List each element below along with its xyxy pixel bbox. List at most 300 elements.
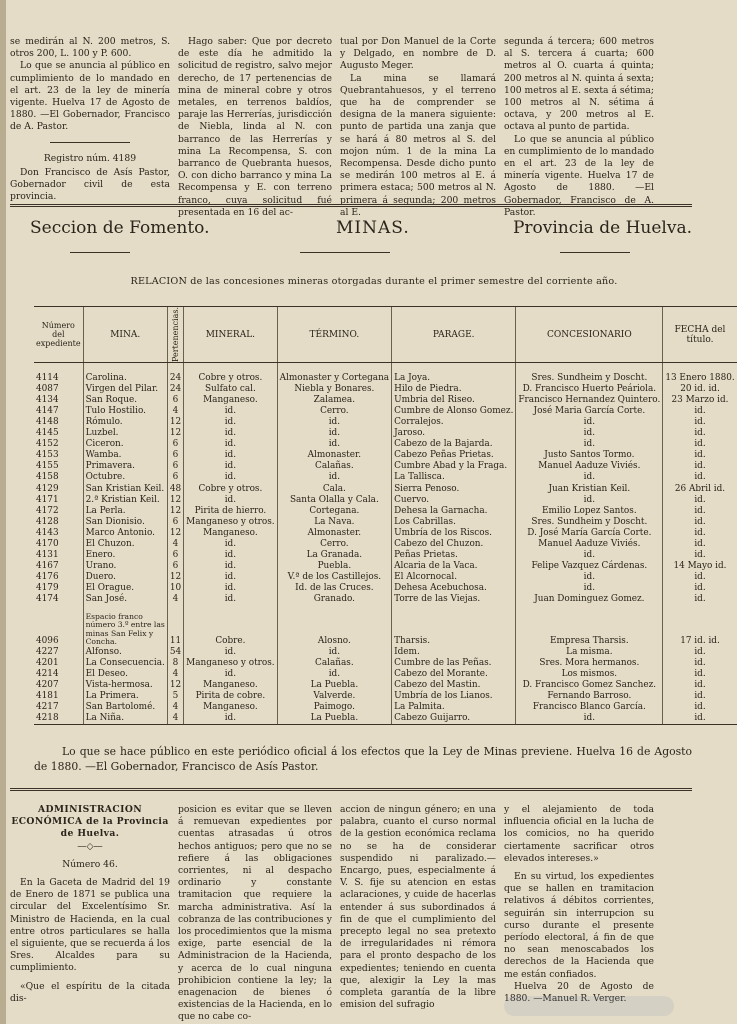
cell-pertenencias: 6 [167,395,183,406]
cell-expediente: 4131 [36,549,59,560]
cell-expediente: 4128 [36,516,59,527]
cell-pertenencias: 4 [167,594,183,605]
cell-termino: La Puebla. [277,713,391,725]
cell-mina: Virgen del Pilar. [83,384,167,395]
cell-termino: La Granada. [277,550,391,561]
cell-mina: La Consecuencia. [83,658,167,669]
table-row [34,658,737,669]
cell-parage: Umbría de los Lianos. [392,691,516,702]
cell-concesionario: Francisco Hernandez Quintero. [516,395,663,406]
cell-fecha: id. [663,528,737,539]
cell-fecha: 20 id. id. [663,384,737,395]
bottom-col4-signature: Huelva 20 de Agosto de 1880. —Manuel R. Verger. [504,980,654,1005]
cell-fecha: id. [663,658,737,669]
cell-concesionario: Los mismos. [516,669,663,680]
table-row [34,691,737,702]
cell-mina: 2.ª Kristian Keil. [83,495,167,506]
section-province: Provincia de Huelva. [512,218,692,238]
cell-expediente: 4167 [36,560,59,571]
cell-mineral: Manganeso. [184,702,277,713]
cell-termino: id. [277,428,391,439]
cell-fecha: 26 Abril id. [663,484,737,495]
cell-pertenencias: 54 [167,647,183,658]
cell-pertenencias: 11 [167,605,183,647]
cell-concesionario: Manuel Aaduze Viviés. [516,461,663,472]
cell-fecha: id. [663,517,737,528]
cell-expediente: 4143 [36,527,59,538]
cell-termino: La Puebla. [277,680,391,691]
cell-mineral: id. [184,713,277,725]
section-title: Seccion de Fomento. [30,218,210,238]
table-body [34,363,737,725]
cell-concesionario: Fernando Barroso. [516,691,663,702]
cell-expediente: 4147 [36,406,59,417]
cell-expediente: 4152 [36,439,59,450]
cell-fecha: id. [663,680,737,691]
cell-mina: San Bartolomé. [83,702,167,713]
cell-mineral: Manganeso y otros. [184,517,277,528]
cell-fecha: id. [663,417,737,428]
cell-fecha: id. [663,406,737,417]
cell-termino: Santa Olalla y Cala. [277,495,391,506]
cell-termino: Alosno. [277,605,391,647]
cell-termino: Puebla. [277,561,391,572]
table-row [34,572,737,583]
cell-mina: Vista-hermosa. [83,680,167,691]
cell-fecha: id. [663,506,737,517]
top-col1-para-1: se medirán al N. 200 metros, S. otros 200, L. 100 y P. 600. [10,36,170,60]
cell-pertenencias: 4 [167,669,183,680]
mining-concessions-table [34,306,737,725]
cell-expediente: 4096 [36,636,59,647]
top-columns [10,36,692,219]
cell-concesionario: Sres. Sundheim y Doscht. [516,517,663,528]
cell-mina: Espacio franco número 3.º entre las minas San Felix y Concha. [83,605,167,647]
cell-pertenencias: 6 [167,439,183,450]
cell-pertenencias: 8 [167,658,183,669]
cell-concesionario: id. [516,417,663,428]
cell-mineral: Cobre y otros. [184,363,277,385]
table-row [34,583,737,594]
cell-mina: San Roque. [83,395,167,406]
header-parage: PARAGE. [392,307,516,363]
top-col3-para-1: tual por Don Manuel de la Corte y Delgado, en nombre de D. Augusto Meger. [340,36,496,72]
table-row [34,680,737,691]
cell-mineral: Pirita de hierro. [184,506,277,517]
cell-mina: Marco Antonio. [83,528,167,539]
table-header-row [34,307,737,363]
bottom-column-2 [178,804,332,1024]
library-stamp-watermark [504,996,674,1016]
cell-mina: Luzbel. [83,428,167,439]
bottom-column-1 [10,804,170,1024]
cell-fecha: id. [663,583,737,594]
cell-mineral: Cobre. [184,605,277,647]
cell-pertenencias: 12 [167,428,183,439]
cell-concesionario: La misma. [516,647,663,658]
cell-expediente: 4227 [36,647,59,658]
cell-mineral: Manganeso. [184,528,277,539]
cell-pertenencias: 12 [167,506,183,517]
cell-termino: Cala. [277,484,391,495]
cell-mineral: id. [184,594,277,605]
table-row [34,702,737,713]
cell-mineral: id. [184,428,277,439]
top-col3-para-2: La mina se llamará Quebrantahuesos, y el terreno que ha de comprender se designa de la manera siguiente: punto de partida una zanja que se hará á 80 metros al S. del mojon núm. 1 de la mina La Recompensa. Desde dicho punto se medirán 100 metros al E. á primera estaca; 500 metros al N. primera á segunda; 200 metros al E. [340,72,496,218]
section-center-title: MINAS. [336,218,410,238]
table-row [34,439,737,450]
cell-concesionario: id. [516,713,663,725]
cell-concesionario: D. Francisco Gomez Sanchez. [516,680,663,691]
cell-pertenencias: 4 [167,713,183,725]
cell-pertenencias: 5 [167,691,183,702]
cell-mina: Rómulo. [83,417,167,428]
cell-termino: id. [277,417,391,428]
cell-concesionario: Francisco Blanco García. [516,702,663,713]
cell-parage: Cabezo del Morante. [392,669,516,680]
cell-expediente: 4217 [36,702,59,713]
cell-mineral: id. [184,406,277,417]
cell-concesionario: Felipe Vazquez Cárdenas. [516,561,663,572]
cell-pertenencias: 6 [167,461,183,472]
cell-concesionario: Juan Dominguez Gomez. [516,594,663,605]
bottom-col1-para-2: «Que el espíritu de la citada dis- [10,980,170,1004]
section-top-rule [10,204,692,207]
table-row [34,472,737,483]
bottom-col4-para-1: y el alejamiento de toda influencia oficial en la lucha de los comicios, no ha querido ciertamente sacrificar otros elevados intereses.» [504,804,654,864]
cell-expediente: 4087 [36,384,59,395]
cell-parage: Cumbre Abad y la Fraga. [392,461,516,472]
cell-mina: San Dionisio. [83,517,167,528]
cell-mina: La Perla. [83,506,167,517]
cell-expediente: 4214 [36,669,59,680]
cell-mina: Wamba. [83,450,167,461]
ornament-rule-right [560,252,630,253]
table-row [34,495,737,506]
cell-mina: Urano. [83,561,167,572]
cell-mineral: id. [184,417,277,428]
cell-fecha: id. [663,495,737,506]
cell-concesionario: Justo Santos Tormo. [516,450,663,461]
cell-pertenencias: 24 [167,363,183,385]
cell-pertenencias: 6 [167,472,183,483]
bottom-column-3 [340,804,496,1024]
cell-concesionario: id. [516,439,663,450]
cell-fecha: id. [663,691,737,702]
cell-pertenencias: 6 [167,450,183,461]
cell-parage: La Tallisca. [392,472,516,483]
cell-mineral: Cobre y otros. [184,484,277,495]
header-concesionario: CONCESIONARIO [516,307,663,363]
cell-concesionario: Sres. Sundheim y Doscht. [516,363,663,385]
cell-pertenencias: 12 [167,417,183,428]
cell-termino: id. [277,439,391,450]
column-divider [50,142,130,143]
cell-expediente: 4134 [36,395,59,406]
cell-parage: Jaroso. [392,428,516,439]
header-mina: MINA. [83,307,167,363]
cell-expediente: 4207 [36,680,59,691]
header-fecha: FECHA del título. [663,307,737,363]
cell-expediente: 4201 [36,658,59,669]
cell-fecha: 13 Enero 1880. [663,363,737,385]
cell-termino: Granado. [277,594,391,605]
cell-expediente: 4155 [36,461,59,472]
cell-parage: Los Cabrillas. [392,517,516,528]
cell-concesionario: D. José María García Corte. [516,528,663,539]
registro-number: Registro núm. 4189 [43,152,137,164]
table-row [34,506,737,517]
cell-mineral: Manganeso. [184,680,277,691]
cell-pertenencias: 10 [167,583,183,594]
bottom-section-rule [10,788,692,791]
cell-parage: Idem. [392,647,516,658]
cell-parage: Cabezo de la Bajarda. [392,439,516,450]
cell-expediente: 4171 [36,494,59,505]
cell-pertenencias: 12 [167,572,183,583]
table-row [34,605,737,647]
cell-fecha: id. [663,472,737,483]
cell-concesionario: id. [516,550,663,561]
cell-pertenencias: 48 [167,484,183,495]
cell-mineral: id. [184,669,277,680]
bottom-column-4 [504,804,654,1024]
table-row [34,528,737,539]
table-row [34,561,737,572]
cell-pertenencias: 4 [167,539,183,550]
cell-mina: Tulo Hostilio. [83,406,167,417]
table-row [34,417,737,428]
cell-parage: Hilo de Piedra. [392,384,516,395]
table-row [34,461,737,472]
cell-pertenencias: 12 [167,680,183,691]
cell-fecha: 23 Marzo id. [663,395,737,406]
cell-fecha: 17 id. id. [663,605,737,647]
cell-pertenencias: 4 [167,702,183,713]
cell-parage: Cabezo del Chuzon. [392,539,516,550]
cell-expediente: 4176 [36,571,59,582]
cell-concesionario: José Maria García Corte. [516,406,663,417]
cell-termino: Cerro. [277,406,391,417]
cell-expediente: 4145 [36,428,59,439]
top-column-4 [504,36,654,219]
top-column-2 [178,36,332,219]
header-termino: TÉRMINO. [277,307,391,363]
cell-pertenencias: 24 [167,384,183,395]
cell-expediente: 4172 [36,505,59,516]
cell-expediente: 4179 [36,582,59,593]
cell-mineral: Pirita de cobre. [184,691,277,702]
cell-mineral: id. [184,583,277,594]
cell-termino: Niebla y Bonares. [277,384,391,395]
cell-fecha: id. [663,550,737,561]
header-pertenencias-label: Pertenencias. [171,307,180,363]
cell-concesionario: Emilio Lopez Santos. [516,506,663,517]
cell-mina: El Deseo. [83,669,167,680]
cell-parage: Peñas Prietas. [392,550,516,561]
table-row [34,428,737,439]
cell-concesionario: Empresa Tharsis. [516,605,663,647]
cell-parage: Cabezo Peñas Prietas. [392,450,516,461]
table-row [34,539,737,550]
cell-expediente: 4218 [34,713,83,725]
table-row [34,550,737,561]
cell-concesionario: id. [516,583,663,594]
cell-mineral: id. [184,647,277,658]
cell-termino: Calañas. [277,658,391,669]
cell-expediente: 4170 [36,538,59,549]
cell-parage: Cuervo. [392,495,516,506]
cell-concesionario: D. Francisco Huerto Peáriola. [516,384,663,395]
cell-parage: Alcaria de la Vaca. [392,561,516,572]
cell-termino: Id. de las Cruces. [277,583,391,594]
ornament-rule-center [300,252,390,253]
bottom-col2-para: posicion es evitar que se lleven á remuevan expedientes por cuentas atrasadas ú otros hechos antiguos; pero que no se refiere á las obligaciones corrientes, ni al despacho ordinario y constante tramitacion que requiere la marcha administrativa. Así la cobranza de las contribuciones y los procedimientos que la misma exige, parte esencial de la Administracion de la Hacienda, y acerca de lo cual ninguna prohibicion contiene la ley; la enagenacion de bienes ó existencias de la Hacienda, en lo que no cabe co- [178,804,332,1023]
bottom-columns [10,804,692,1024]
cell-concesionario: id. [516,428,663,439]
cell-parage: La Joya. [392,363,516,385]
cell-mineral: id. [184,439,277,450]
cell-fecha: id. [663,594,737,605]
cell-termino: Zalamea. [277,395,391,406]
cell-parage: Torre de las Viejas. [392,594,516,605]
bottom-col4-para-2: En su virtud, los expedientes que se hallen en tramitacion relativos á débitos corrientes, seguirán sin interrupcion su curso durante el presente período electoral, á fin de que no sean menoscabados los derechos de la Hacienda que me están confiados. [504,871,654,980]
cell-expediente: 4174 [36,593,59,604]
cell-concesionario: id. [516,572,663,583]
cell-mineral: id. [184,550,277,561]
cell-mina: La Niña. [83,713,167,725]
header-expediente: Número del expediente [34,307,83,363]
relacion-heading: RELACION de las concesiones mineras otorgadas durante el primer semestre del corriente año. [130,276,618,287]
admin-title: ADMINISTRACION ECONÓMICA de la Provincia de Huelva. [11,804,169,840]
top-col1-para-2: Lo que se anuncia al público en cumplimiento de lo mandado en el art. 23 de la ley de minería vigente. Huelva 17 de Agosto de 1880. —El Gobernador, Francisco de A. Pastor. [10,60,170,133]
cell-fecha: id. [663,539,737,550]
table-row [34,669,737,680]
cell-parage: La Palmita. [392,702,516,713]
header-pertenencias [167,307,183,363]
table-row [34,406,737,417]
top-col1-para-3: Don Francisco de Asís Pastor, Gobernador civil de esta provincia. [10,166,170,203]
cell-mineral: Manganeso. [184,395,277,406]
table-row [34,713,737,725]
cell-expediente: 4148 [36,417,59,428]
cell-termino: Almonaster. [277,450,391,461]
bottom-col1-para-1: En la Gaceta de Madrid del 19 de Enero de 1871 se publica una circular del Excelentísimo Sr. Ministro de Hacienda, en la cual entre otros particulares se halla el siguiente, que se recuerda á los Sres. Alcaldes para su cumplimiento. [10,877,170,974]
cell-concesionario: Manuel Aaduze Viviés. [516,539,663,550]
cell-pertenencias: 12 [167,528,183,539]
cell-fecha: id. [663,428,737,439]
table-row [34,647,737,658]
cell-fecha: id. [663,669,737,680]
cell-mineral: id. [184,450,277,461]
cell-parage: Dehesa Acebuchosa. [392,583,516,594]
cell-fecha: id. [663,647,737,658]
cell-expediente: 4158 [36,472,59,483]
cell-fecha: 14 Mayo id. [663,561,737,572]
cell-mina: El Orague. [83,583,167,594]
cell-mina: Enero. [83,550,167,561]
cell-expediente: 4153 [36,450,59,461]
page-fold-shadow [0,0,6,1024]
cell-mina: Primavera. [83,461,167,472]
ornament: —◇— [77,840,103,852]
cell-mineral: Sulfato cal. [184,384,277,395]
cell-termino: id. [277,472,391,483]
cell-parage: Umbría de los Riscos. [392,528,516,539]
cell-mina: El Chuzon. [83,539,167,550]
table-row [34,484,737,495]
cell-concesionario: id. [516,472,663,483]
table-row [34,450,737,461]
top-col4-para-1: segunda á tercera; 600 metros al S. tercera á cuarta; 600 metros al O. cuarta á quinta; 200 metros al N. quinta á sexta; 100 metros al E. sexta á sétima; 100 metros al N. sétima á octava, y 200 metros al E. octava al punto de partida. [504,36,654,133]
cell-mineral: id. [184,539,277,550]
cell-termino: Paimogo. [277,702,391,713]
cell-mineral: id. [184,561,277,572]
cell-expediente: 4181 [36,691,59,702]
cell-termino: Valverde. [277,691,391,702]
cell-parage: Dehesa la Garnacha. [392,506,516,517]
cell-termino: Calañas. [277,461,391,472]
closing-notice: Lo que se hace público en este periódico oficial á los efectos que la Ley de Minas previene. Huelva 16 de Agosto de 1880. —El Gobernador, Francisco de Asís Pastor. [34,745,692,773]
cell-mina: Duero. [83,572,167,583]
cell-parage: Tharsis. [392,605,516,647]
cell-termino: V.ª de los Castillejos. [277,572,391,583]
header-mineral: MINERAL. [184,307,277,363]
top-col4-para-2: Lo que se anuncia al público en cumplimiento de lo mandado en el art. 23 de la ley de minería vigente. Huelva 17 de Agosto de 1880. —El Gobernador, Francisco de A. Pastor. [504,133,654,218]
table-row [34,395,737,406]
cell-fecha: id. [663,450,737,461]
cell-termino: Almonaster. [277,528,391,539]
cell-pertenencias: 6 [167,550,183,561]
table-row [34,594,737,605]
cell-concesionario: Sres. Mora hermanos. [516,658,663,669]
top-column-1 [10,36,170,219]
cell-mina: La Primera. [83,691,167,702]
cell-parage: Cabezo del Mastin. [392,680,516,691]
cell-fecha: id. [663,572,737,583]
cell-termino: Cortegana. [277,506,391,517]
cell-termino: Cerro. [277,539,391,550]
cell-mineral: id. [184,495,277,506]
ornament-rule-left [70,252,130,253]
cell-parage: Cabezo Guijarro. [392,713,516,725]
cell-mina: Octubre. [83,472,167,483]
cell-parage: Cumbre de Alonso Gomez. [392,406,516,417]
cell-parage: Cumbre de las Peñas. [392,658,516,669]
cell-pertenencias: 4 [167,406,183,417]
top-col2-para-1: Hago saber: Que por decreto de este día he admitido la solicitud de registro, salvo mejor derecho, de 17 pertenencias de mina de mineral cobre y otros metales, en terrenos baldíos, paraje las Herrerías, jurisdicción de Niebla, linda al N. con barranco de las Herrerías y mina La Recompensa, S. con barranco de Quebranta huesos, O. con dicho barranco y mina La Recompensa y E. con terreno franco, cuya solicitud fué presentada en 16 del ac- [178,36,332,218]
cell-parage: El Alcornocal. [392,572,516,583]
cell-mina: San Kristian Keil. [83,484,167,495]
numero: Número 46. [62,858,118,870]
table-row [34,384,737,395]
cell-parage: Sierra Penoso. [392,484,516,495]
cell-fecha: id. [663,439,737,450]
cell-fecha: id. [663,713,737,725]
table-row [34,517,737,528]
cell-mina: Alfonso. [83,647,167,658]
cell-mina: Carolina. [83,363,167,385]
cell-termino: La Nava. [277,517,391,528]
cell-mineral: Manganeso y otros. [184,658,277,669]
cell-mineral: id. [184,461,277,472]
cell-termino: id. [277,669,391,680]
cell-termino: Almonaster y Cortegana [277,363,391,385]
cell-expediente: 4114 [36,373,59,384]
top-column-3 [340,36,496,219]
table-row [34,363,737,385]
cell-fecha: id. [663,702,737,713]
